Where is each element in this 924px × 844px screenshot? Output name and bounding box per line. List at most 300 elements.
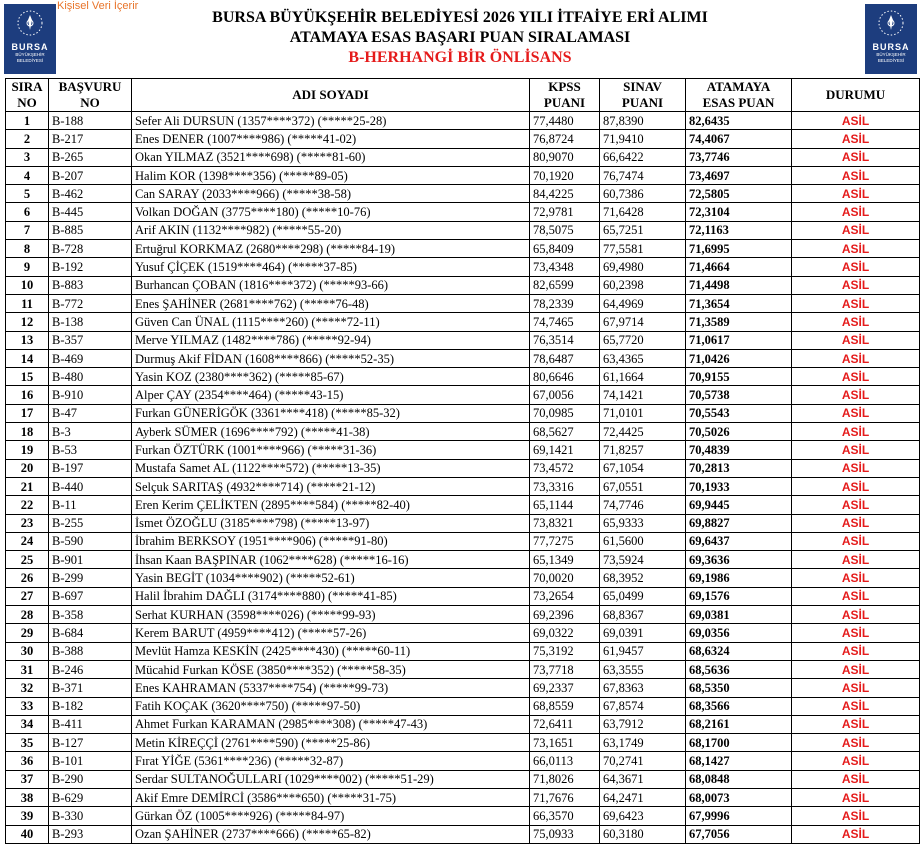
cell-no: 33 bbox=[6, 697, 49, 715]
cell-no: 34 bbox=[6, 715, 49, 733]
cell-kpss: 65,1349 bbox=[530, 551, 600, 569]
cell-status: ASİL bbox=[792, 660, 920, 678]
cell-status: ASİL bbox=[792, 130, 920, 148]
cell-app: B-101 bbox=[49, 752, 132, 770]
table-row bbox=[6, 185, 920, 203]
cell-no: 25 bbox=[6, 551, 49, 569]
cell-score: 71,3654 bbox=[686, 294, 792, 312]
cell-no: 8 bbox=[6, 240, 49, 258]
cell-no: 4 bbox=[6, 166, 49, 184]
cell-score: 69,1986 bbox=[686, 569, 792, 587]
cell-status: ASİL bbox=[792, 148, 920, 166]
cell-status: ASİL bbox=[792, 166, 920, 184]
cell-score: 71,4498 bbox=[686, 276, 792, 294]
cell-no: 20 bbox=[6, 459, 49, 477]
cell-kpss: 70,0020 bbox=[530, 569, 600, 587]
title-line-2: ATAMAYA ESAS BAŞARI PUAN SIRALAMASI bbox=[289, 29, 631, 46]
cell-kpss: 84,4225 bbox=[530, 185, 600, 203]
cell-score: 69,3636 bbox=[686, 551, 792, 569]
cell-app: B-411 bbox=[49, 715, 132, 733]
cell-name: Can SARAY (2033****966) (*****38-58) bbox=[132, 185, 530, 203]
cell-kpss: 66,3570 bbox=[530, 807, 600, 825]
cell-score: 71,0617 bbox=[686, 331, 792, 349]
cell-name: Yasin KOZ (2380****362) (*****85-67) bbox=[132, 368, 530, 386]
cell-name: Enes ŞAHİNER (2681****762) (*****76-48) bbox=[132, 294, 530, 312]
cell-status: ASİL bbox=[792, 715, 920, 733]
cell-app: B-357 bbox=[49, 331, 132, 349]
cell-name: Güven Can ÜNAL (1115****260) (*****72-11) bbox=[132, 313, 530, 331]
cell-status: ASİL bbox=[792, 734, 920, 752]
cell-score: 73,4697 bbox=[686, 166, 792, 184]
cell-status: ASİL bbox=[792, 423, 920, 441]
cell-kpss: 73,2654 bbox=[530, 587, 600, 605]
cell-no: 3 bbox=[6, 148, 49, 166]
cell-name: Furkan GÜNERİGÖK (3361****418) (*****85-32) bbox=[132, 404, 530, 422]
cell-kpss: 82,6599 bbox=[530, 276, 600, 294]
table-row bbox=[6, 624, 920, 642]
cell-app: B-462 bbox=[49, 185, 132, 203]
cell-sinav: 71,8257 bbox=[600, 441, 686, 459]
cell-sinav: 64,3671 bbox=[600, 770, 686, 788]
cell-name: Enes DENER (1007****986) (*****41-02) bbox=[132, 130, 530, 148]
cell-status: ASİL bbox=[792, 221, 920, 239]
cell-no: 30 bbox=[6, 642, 49, 660]
logo-sub1: BÜYÜKŞEHİR bbox=[15, 52, 45, 57]
cell-status: ASİL bbox=[792, 459, 920, 477]
cell-kpss: 78,6487 bbox=[530, 349, 600, 367]
table-row bbox=[6, 496, 920, 514]
cell-no: 1 bbox=[6, 112, 49, 130]
cell-kpss: 73,7718 bbox=[530, 660, 600, 678]
table-row bbox=[6, 386, 920, 404]
cell-app: B-772 bbox=[49, 294, 132, 312]
cell-sinav: 74,7746 bbox=[600, 496, 686, 514]
cell-app: B-182 bbox=[49, 697, 132, 715]
cell-name: Serhat KURHAN (3598****026) (*****99-93) bbox=[132, 606, 530, 624]
header-durumu: DURUMU bbox=[792, 79, 920, 112]
cell-no: 21 bbox=[6, 477, 49, 495]
cell-no: 14 bbox=[6, 349, 49, 367]
cell-sinav: 61,9457 bbox=[600, 642, 686, 660]
cell-app: B-885 bbox=[49, 221, 132, 239]
cell-sinav: 65,7720 bbox=[600, 331, 686, 349]
table-row bbox=[6, 313, 920, 331]
cell-app: B-388 bbox=[49, 642, 132, 660]
cell-name: Volkan DOĞAN (3775****180) (*****10-76) bbox=[132, 203, 530, 221]
ranking-table bbox=[5, 78, 920, 844]
cell-status: ASİL bbox=[792, 532, 920, 550]
cell-sinav: 61,1664 bbox=[600, 368, 686, 386]
cell-status: ASİL bbox=[792, 624, 920, 642]
cell-app: B-138 bbox=[49, 313, 132, 331]
cell-score: 67,9996 bbox=[686, 807, 792, 825]
cell-kpss: 68,5627 bbox=[530, 423, 600, 441]
cell-kpss: 78,5075 bbox=[530, 221, 600, 239]
cell-sinav: 65,0499 bbox=[600, 587, 686, 605]
logo-name: BURSA bbox=[11, 42, 49, 52]
cell-app: B-901 bbox=[49, 551, 132, 569]
cell-sinav: 67,8574 bbox=[600, 697, 686, 715]
logo-sub2: BELEDİYESİ bbox=[16, 58, 44, 63]
cell-status: ASİL bbox=[792, 788, 920, 806]
table-row bbox=[6, 148, 920, 166]
cell-kpss: 67,0056 bbox=[530, 386, 600, 404]
cell-score: 73,7746 bbox=[686, 148, 792, 166]
cell-kpss: 80,6646 bbox=[530, 368, 600, 386]
cell-kpss: 72,6411 bbox=[530, 715, 600, 733]
cell-score: 71,3589 bbox=[686, 313, 792, 331]
cell-app: B-910 bbox=[49, 386, 132, 404]
cell-name: İsmet ÖZOĞLU (3185****798) (*****13-97) bbox=[132, 514, 530, 532]
cell-score: 70,2813 bbox=[686, 459, 792, 477]
table-row bbox=[6, 276, 920, 294]
cell-sinav: 69,6423 bbox=[600, 807, 686, 825]
cell-kpss: 73,4572 bbox=[530, 459, 600, 477]
cell-no: 5 bbox=[6, 185, 49, 203]
header-atamaya: ATAMAYA ESAS PUAN bbox=[686, 79, 792, 112]
cell-status: ASİL bbox=[792, 368, 920, 386]
table-row bbox=[6, 587, 920, 605]
cell-score: 68,2161 bbox=[686, 715, 792, 733]
cell-no: 32 bbox=[6, 679, 49, 697]
cell-kpss: 78,2339 bbox=[530, 294, 600, 312]
cell-app: B-192 bbox=[49, 258, 132, 276]
cell-score: 68,5350 bbox=[686, 679, 792, 697]
cell-status: ASİL bbox=[792, 477, 920, 495]
cell-score: 71,0426 bbox=[686, 349, 792, 367]
cell-name: Metin KİREÇÇİ (2761****590) (*****25-86) bbox=[132, 734, 530, 752]
cell-score: 72,3104 bbox=[686, 203, 792, 221]
cell-no: 13 bbox=[6, 331, 49, 349]
table-row bbox=[6, 715, 920, 733]
cell-app: B-3 bbox=[49, 423, 132, 441]
cell-name: Mustafa Samet AL (1122****572) (*****13-35) bbox=[132, 459, 530, 477]
cell-app: B-440 bbox=[49, 477, 132, 495]
cell-status: ASİL bbox=[792, 258, 920, 276]
cell-status: ASİL bbox=[792, 112, 920, 130]
cell-kpss: 70,1920 bbox=[530, 166, 600, 184]
cell-kpss: 71,8026 bbox=[530, 770, 600, 788]
cell-status: ASİL bbox=[792, 514, 920, 532]
cell-app: B-207 bbox=[49, 166, 132, 184]
cell-sinav: 71,9410 bbox=[600, 130, 686, 148]
cell-name: Eren Kerim ÇELİKTEN (2895****584) (*****82-40) bbox=[132, 496, 530, 514]
cell-score: 70,1933 bbox=[686, 477, 792, 495]
cell-name: Alper ÇAY (2354****464) (*****43-15) bbox=[132, 386, 530, 404]
cell-sinav: 74,1421 bbox=[600, 386, 686, 404]
cell-no: 17 bbox=[6, 404, 49, 422]
cell-score: 68,6324 bbox=[686, 642, 792, 660]
cell-app: B-728 bbox=[49, 240, 132, 258]
cell-status: ASİL bbox=[792, 313, 920, 331]
title-line-3: B-HERHANGİ BİR ÖNLİSANS bbox=[348, 49, 572, 66]
cell-no: 2 bbox=[6, 130, 49, 148]
cell-status: ASİL bbox=[792, 441, 920, 459]
cell-name: Mevlüt Hamza KESKİN (2425****430) (*****60-11) bbox=[132, 642, 530, 660]
cell-name: Fırat YİĞE (5361****236) (*****32-87) bbox=[132, 752, 530, 770]
table-row bbox=[6, 679, 920, 697]
cell-status: ASİL bbox=[792, 185, 920, 203]
cell-name: Halil İbrahim DAĞLI (3174****880) (*****41-85) bbox=[132, 587, 530, 605]
cell-app: B-53 bbox=[49, 441, 132, 459]
cell-app: B-11 bbox=[49, 496, 132, 514]
cell-name: Akif Emre DEMİRCİ (3586****650) (*****31-75) bbox=[132, 788, 530, 806]
cell-app: B-127 bbox=[49, 734, 132, 752]
cell-app: B-358 bbox=[49, 606, 132, 624]
cell-score: 70,5026 bbox=[686, 423, 792, 441]
cell-kpss: 69,2396 bbox=[530, 606, 600, 624]
cell-no: 22 bbox=[6, 496, 49, 514]
cell-score: 68,0073 bbox=[686, 788, 792, 806]
cell-name: Halim KOR (1398****356) (*****89-05) bbox=[132, 166, 530, 184]
table-row bbox=[6, 642, 920, 660]
cell-score: 68,5636 bbox=[686, 660, 792, 678]
header-sira: SIRA NO bbox=[6, 79, 49, 112]
table-row bbox=[6, 606, 920, 624]
cell-kpss: 73,1651 bbox=[530, 734, 600, 752]
cell-name: Serdar SULTANOĞULLARI (1029****002) (*****51-29) bbox=[132, 770, 530, 788]
cell-score: 70,5738 bbox=[686, 386, 792, 404]
cell-no: 24 bbox=[6, 532, 49, 550]
cell-score: 69,0356 bbox=[686, 624, 792, 642]
cell-sinav: 68,3952 bbox=[600, 569, 686, 587]
watermark-text: Kişisel Veri İçerir bbox=[57, 0, 139, 12]
cell-sinav: 67,0551 bbox=[600, 477, 686, 495]
cell-name: Durmuş Akif FİDAN (1608****866) (*****52-35) bbox=[132, 349, 530, 367]
cell-name: Okan YILMAZ (3521****698) (*****81-60) bbox=[132, 148, 530, 166]
cell-score: 71,4664 bbox=[686, 258, 792, 276]
cell-kpss: 75,3192 bbox=[530, 642, 600, 660]
cell-kpss: 69,2337 bbox=[530, 679, 600, 697]
cell-status: ASİL bbox=[792, 240, 920, 258]
cell-status: ASİL bbox=[792, 294, 920, 312]
cell-no: 19 bbox=[6, 441, 49, 459]
cell-kpss: 65,1144 bbox=[530, 496, 600, 514]
cell-no: 31 bbox=[6, 660, 49, 678]
cell-no: 36 bbox=[6, 752, 49, 770]
header-adi-soyadi: ADI SOYADI bbox=[132, 79, 530, 112]
cell-sinav: 67,8363 bbox=[600, 679, 686, 697]
table-row bbox=[6, 423, 920, 441]
cell-name: Yasin BEGİT (1034****902) (*****52-61) bbox=[132, 569, 530, 587]
cell-kpss: 72,9781 bbox=[530, 203, 600, 221]
cell-sinav: 65,7251 bbox=[600, 221, 686, 239]
table-row bbox=[6, 788, 920, 806]
cell-no: 35 bbox=[6, 734, 49, 752]
cell-kpss: 76,8724 bbox=[530, 130, 600, 148]
cell-no: 12 bbox=[6, 313, 49, 331]
table-row bbox=[6, 130, 920, 148]
cell-no: 23 bbox=[6, 514, 49, 532]
cell-name: Arif AKIN (1132****982) (*****55-20) bbox=[132, 221, 530, 239]
cell-no: 37 bbox=[6, 770, 49, 788]
cell-name: İbrahim BERKSOY (1951****906) (*****91-80) bbox=[132, 532, 530, 550]
cell-name: Ozan ŞAHİNER (2737****666) (*****65-82) bbox=[132, 825, 530, 843]
cell-app: B-197 bbox=[49, 459, 132, 477]
cell-app: B-255 bbox=[49, 514, 132, 532]
cell-no: 29 bbox=[6, 624, 49, 642]
cell-score: 70,9155 bbox=[686, 368, 792, 386]
cell-name: İhsan Kaan BAŞPINAR (1062****628) (*****16-16) bbox=[132, 551, 530, 569]
cell-kpss: 77,7275 bbox=[530, 532, 600, 550]
table-row bbox=[6, 441, 920, 459]
cell-kpss: 66,0113 bbox=[530, 752, 600, 770]
table-row bbox=[6, 459, 920, 477]
cell-score: 72,5805 bbox=[686, 185, 792, 203]
cell-score: 74,4067 bbox=[686, 130, 792, 148]
logo-left bbox=[4, 4, 56, 74]
cell-app: B-883 bbox=[49, 276, 132, 294]
cell-sinav: 60,7386 bbox=[600, 185, 686, 203]
cell-app: B-246 bbox=[49, 660, 132, 678]
cell-sinav: 64,4969 bbox=[600, 294, 686, 312]
cell-sinav: 60,2398 bbox=[600, 276, 686, 294]
header-kpss: KPSS PUANI bbox=[530, 79, 600, 112]
cell-no: 11 bbox=[6, 294, 49, 312]
cell-no: 40 bbox=[6, 825, 49, 843]
cell-sinav: 61,5600 bbox=[600, 532, 686, 550]
cell-no: 10 bbox=[6, 276, 49, 294]
table-row bbox=[6, 770, 920, 788]
cell-score: 69,9445 bbox=[686, 496, 792, 514]
cell-app: B-265 bbox=[49, 148, 132, 166]
cell-sinav: 71,0101 bbox=[600, 404, 686, 422]
cell-app: B-330 bbox=[49, 807, 132, 825]
cell-name: Burhancan ÇOBAN (1816****372) (*****93-66) bbox=[132, 276, 530, 294]
header-basvuru: BAŞVURU NO bbox=[49, 79, 132, 112]
cell-sinav: 77,5581 bbox=[600, 240, 686, 258]
cell-sinav: 63,1749 bbox=[600, 734, 686, 752]
cell-sinav: 70,2741 bbox=[600, 752, 686, 770]
cell-app: B-697 bbox=[49, 587, 132, 605]
cell-sinav: 60,3180 bbox=[600, 825, 686, 843]
cell-score: 70,4839 bbox=[686, 441, 792, 459]
cell-score: 68,3566 bbox=[686, 697, 792, 715]
cell-name: Mücahid Furkan KÖSE (3850****352) (*****58-35) bbox=[132, 660, 530, 678]
table-row bbox=[6, 331, 920, 349]
cell-sinav: 76,7474 bbox=[600, 166, 686, 184]
table-row bbox=[6, 752, 920, 770]
cell-kpss: 68,8559 bbox=[530, 697, 600, 715]
cell-app: B-299 bbox=[49, 569, 132, 587]
table-row bbox=[6, 532, 920, 550]
cell-app: B-445 bbox=[49, 203, 132, 221]
table-row bbox=[6, 569, 920, 587]
cell-status: ASİL bbox=[792, 606, 920, 624]
cell-name: Ahmet Furkan KARAMAN (2985****308) (*****47-43) bbox=[132, 715, 530, 733]
cell-sinav: 72,4425 bbox=[600, 423, 686, 441]
table-row bbox=[6, 166, 920, 184]
cell-no: 9 bbox=[6, 258, 49, 276]
cell-no: 7 bbox=[6, 221, 49, 239]
cell-no: 38 bbox=[6, 788, 49, 806]
cell-sinav: 73,5924 bbox=[600, 551, 686, 569]
cell-name: Furkan ÖZTÜRK (1001****966) (*****31-36) bbox=[132, 441, 530, 459]
cell-kpss: 70,0985 bbox=[530, 404, 600, 422]
cell-sinav: 67,1054 bbox=[600, 459, 686, 477]
cell-no: 16 bbox=[6, 386, 49, 404]
cell-sinav: 63,7912 bbox=[600, 715, 686, 733]
cell-status: ASİL bbox=[792, 679, 920, 697]
cell-sinav: 71,6428 bbox=[600, 203, 686, 221]
cell-kpss: 65,8409 bbox=[530, 240, 600, 258]
cell-status: ASİL bbox=[792, 386, 920, 404]
table-row bbox=[6, 660, 920, 678]
cell-app: B-371 bbox=[49, 679, 132, 697]
cell-status: ASİL bbox=[792, 349, 920, 367]
logo-name: BURSA bbox=[872, 42, 910, 52]
cell-sinav: 67,9714 bbox=[600, 313, 686, 331]
cell-score: 69,1576 bbox=[686, 587, 792, 605]
logo-right bbox=[865, 4, 917, 74]
cell-kpss: 74,7465 bbox=[530, 313, 600, 331]
cell-status: ASİL bbox=[792, 770, 920, 788]
cell-app: B-188 bbox=[49, 112, 132, 130]
cell-no: 18 bbox=[6, 423, 49, 441]
cell-status: ASİL bbox=[792, 697, 920, 715]
table-row bbox=[6, 734, 920, 752]
cell-no: 15 bbox=[6, 368, 49, 386]
table-row bbox=[6, 404, 920, 422]
cell-sinav: 65,9333 bbox=[600, 514, 686, 532]
cell-status: ASİL bbox=[792, 569, 920, 587]
cell-sinav: 63,4365 bbox=[600, 349, 686, 367]
cell-app: B-290 bbox=[49, 770, 132, 788]
cell-status: ASİL bbox=[792, 825, 920, 843]
cell-name: Kerem BARUT (4959****412) (*****57-26) bbox=[132, 624, 530, 642]
cell-no: 28 bbox=[6, 606, 49, 624]
table-row bbox=[6, 294, 920, 312]
cell-name: Ayberk SÜMER (1696****792) (*****41-38) bbox=[132, 423, 530, 441]
cell-score: 69,8827 bbox=[686, 514, 792, 532]
logo-sub1: BÜYÜKŞEHİR bbox=[876, 52, 906, 57]
cell-kpss: 76,3514 bbox=[530, 331, 600, 349]
cell-name: Gürkan ÖZ (1005****926) (*****84-97) bbox=[132, 807, 530, 825]
cell-status: ASİL bbox=[792, 551, 920, 569]
table-row bbox=[6, 807, 920, 825]
cell-no: 26 bbox=[6, 569, 49, 587]
cell-sinav: 64,2471 bbox=[600, 788, 686, 806]
table-row bbox=[6, 112, 920, 130]
cell-sinav: 63,3555 bbox=[600, 660, 686, 678]
municipality-emblem-icon bbox=[15, 8, 45, 38]
table-row bbox=[6, 240, 920, 258]
cell-score: 82,6435 bbox=[686, 112, 792, 130]
table-row bbox=[6, 221, 920, 239]
header-sinav: SINAV PUANI bbox=[600, 79, 686, 112]
cell-no: 6 bbox=[6, 203, 49, 221]
cell-name: Fatih KOÇAK (3620****750) (*****97-50) bbox=[132, 697, 530, 715]
cell-name: Ertuğrul KORKMAZ (2680****298) (*****84-19) bbox=[132, 240, 530, 258]
cell-status: ASİL bbox=[792, 331, 920, 349]
cell-score: 70,5543 bbox=[686, 404, 792, 422]
cell-status: ASİL bbox=[792, 496, 920, 514]
cell-kpss: 71,7676 bbox=[530, 788, 600, 806]
table-row bbox=[6, 349, 920, 367]
table-row bbox=[6, 514, 920, 532]
cell-status: ASİL bbox=[792, 404, 920, 422]
cell-status: ASİL bbox=[792, 203, 920, 221]
cell-status: ASİL bbox=[792, 587, 920, 605]
cell-no: 39 bbox=[6, 807, 49, 825]
cell-app: B-590 bbox=[49, 532, 132, 550]
municipality-emblem-icon bbox=[876, 8, 906, 38]
cell-name: Enes KAHRAMAN (5337****754) (*****99-73) bbox=[132, 679, 530, 697]
cell-status: ASİL bbox=[792, 752, 920, 770]
cell-kpss: 73,3316 bbox=[530, 477, 600, 495]
cell-score: 68,0848 bbox=[686, 770, 792, 788]
cell-sinav: 69,0391 bbox=[600, 624, 686, 642]
